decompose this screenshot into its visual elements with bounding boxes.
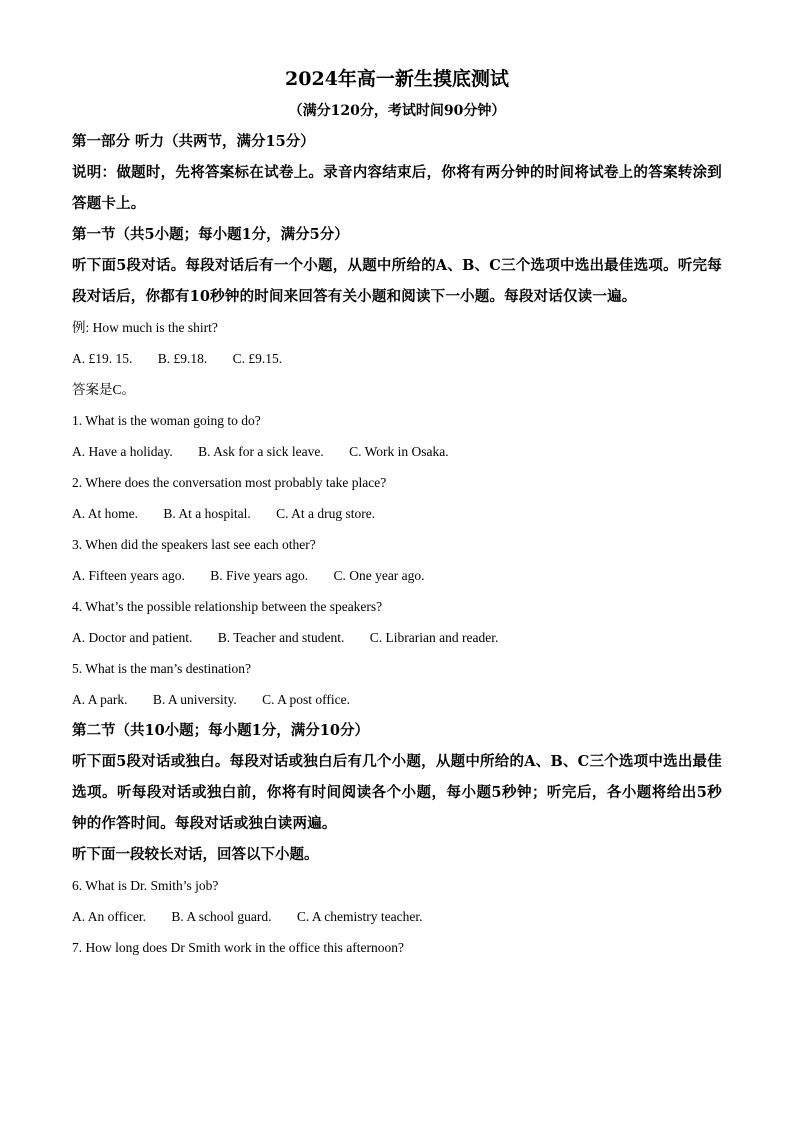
option-b: B. Five years ago. [210, 568, 309, 583]
question-options [72, 684, 722, 715]
question-options [72, 436, 722, 467]
option-b: B. Teacher and student. [217, 630, 345, 645]
option-c: C. At a drug store. [276, 506, 376, 521]
section2-directions: 听下面5段对话或独白。每段对话或独白后有几个小题，从题中所给的A、B、C三个选项中选出最佳选项。听每段对话或独白前，你将有时间阅读各个小题，每小题5秒钟；听完后，各小题将给出5秒钟的作答时间。每段对话或独白读两遍。 [72, 753, 722, 832]
question-options [72, 560, 722, 591]
question-text: 5. What is the man’s destination? [72, 661, 251, 676]
example-answer [72, 374, 722, 405]
option-b: B. At a hospital. [163, 506, 251, 521]
question-options [72, 622, 722, 653]
example-option-a: A. £19. 15. [72, 351, 133, 366]
question-text: 1. What is the woman going to do? [72, 413, 261, 428]
option-c: C. A post office. [262, 692, 351, 707]
section2-questions [72, 870, 722, 963]
section1-directions: 听下面5段对话。每段对话后有一个小题，从题中所给的A、B、C三个选项中选出最佳选项。听完每段对话后，你都有10秒钟的时间来回答有关小题和阅读下一小题。每段对话仅读一遍。 [72, 257, 722, 305]
exam-title: 2024年高一新生摸底测试 [285, 68, 509, 90]
option-a: A. Have a holiday. [72, 444, 173, 459]
part1-heading: 第一部分 听力（共两节，满分15分） [72, 133, 315, 150]
section2-heading: 第二节（共10小题；每小题1分，满分10分） [72, 722, 369, 739]
question-options [72, 498, 722, 529]
exam-subtitle: （满分120分，考试时间90分钟） [288, 103, 506, 119]
section1-heading: 第一节（共5小题；每小题1分，满分5分） [72, 226, 349, 243]
option-a: A. Fifteen years ago. [72, 568, 185, 583]
question-text: 4. What’s the possible relationship between the speakers? [72, 599, 383, 614]
question-text: 6. What is Dr. Smith’s job? [72, 878, 219, 893]
example-options [72, 343, 722, 374]
question-options [72, 901, 722, 932]
section1-questions [72, 405, 722, 715]
question-text: 2. Where does the conversation most probably take place? [72, 475, 387, 490]
instructions: 说明：做题时，先将答案标在试卷上。录音内容结束后，你将有两分钟的时间将试卷上的答案转涂到答题卡上。 [72, 164, 722, 212]
example-option-c: C. £9.15. [232, 351, 283, 366]
example-question [72, 312, 722, 343]
option-a: A. An officer. [72, 909, 146, 924]
option-c: C. A chemistry teacher. [296, 909, 423, 924]
exam-page [72, 64, 722, 963]
question-text: 7. How long does Dr Smith work in the office this afternoon? [72, 940, 404, 955]
example-answer-text: 答案是C。 [72, 382, 136, 397]
example-option-b: B. £9.18. [157, 351, 208, 366]
option-b: B. Ask for a sick leave. [198, 444, 324, 459]
option-b: B. A school guard. [171, 909, 272, 924]
question-text: 3. When did the speakers last see each other? [72, 537, 316, 552]
option-c: C. Librarian and reader. [369, 630, 499, 645]
section2-lead: 听下面一段较长对话，回答以下小题。 [72, 846, 319, 863]
option-a: A. At home. [72, 506, 138, 521]
option-a: A. Doctor and patient. [72, 630, 193, 645]
option-c: C. One year ago. [333, 568, 425, 583]
example-question-text: 例: How much is the shirt? [72, 320, 218, 335]
option-c: C. Work in Osaka. [349, 444, 449, 459]
option-b: B. A university. [152, 692, 237, 707]
option-a: A. A park. [72, 692, 128, 707]
